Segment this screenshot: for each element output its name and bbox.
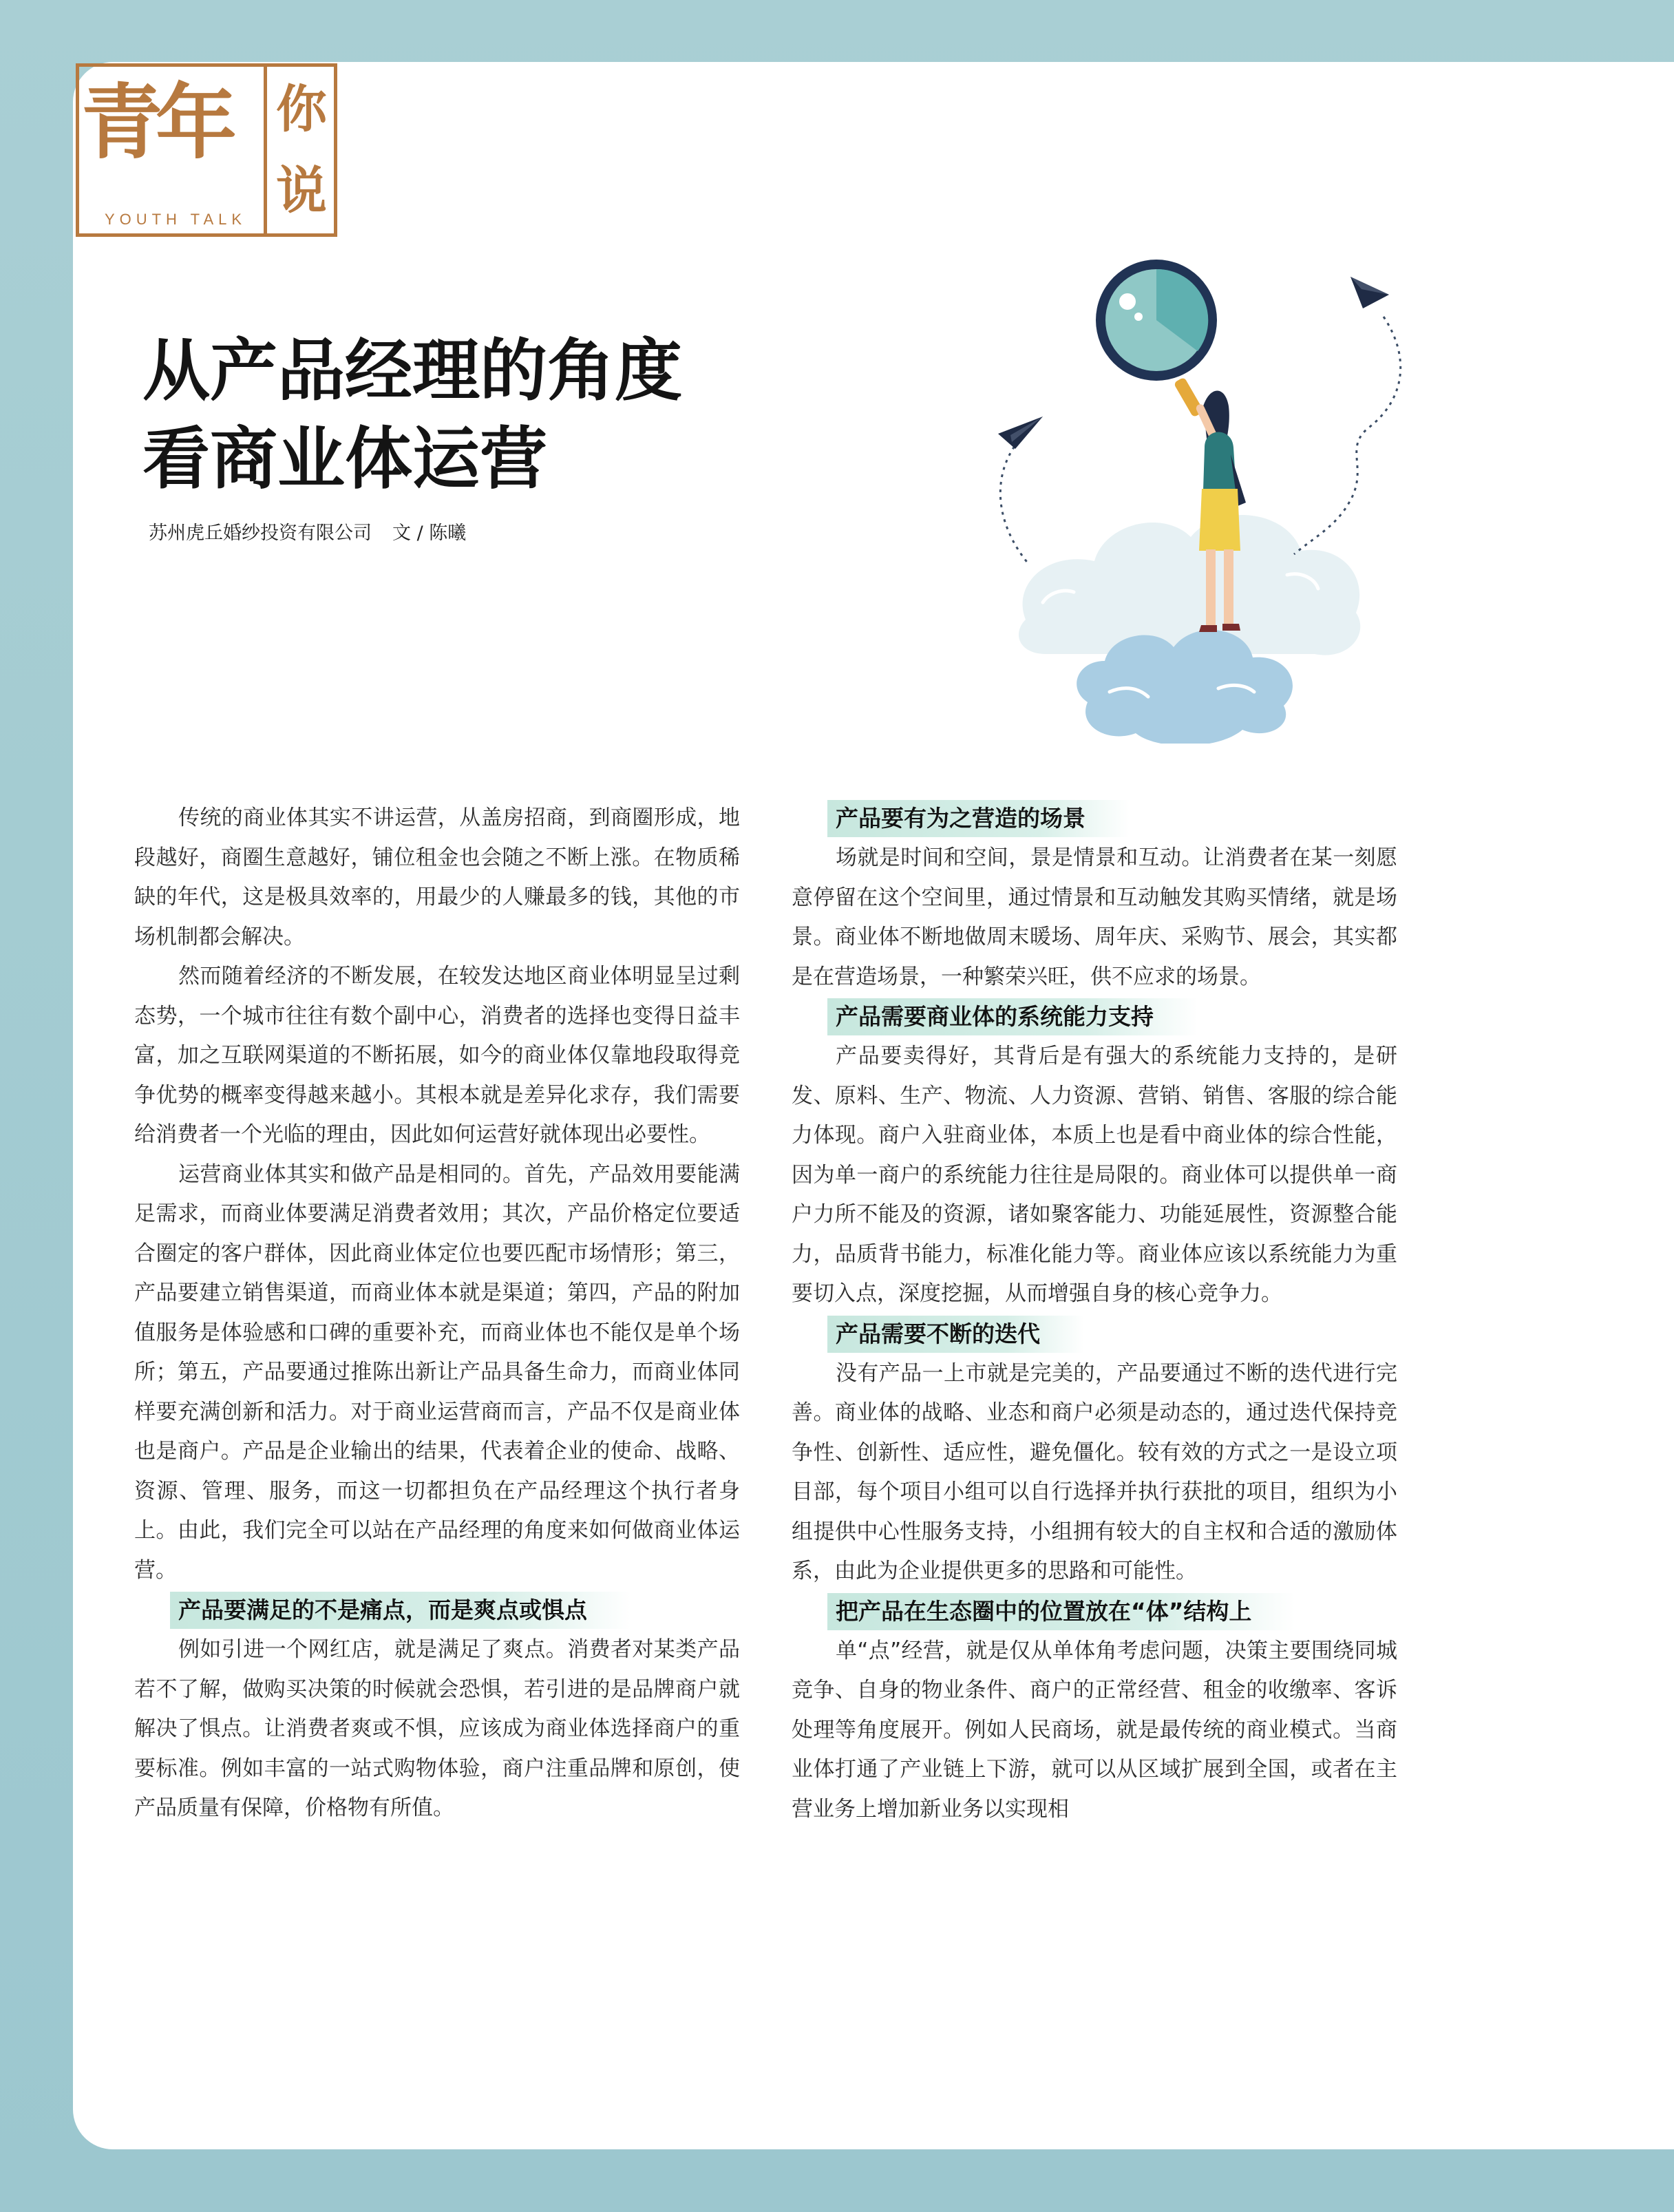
paragraph: 传统的商业体其实不讲运营，从盖房招商，到商圈形成，地段越好，商圈生意越好，铺位租金也会随之不断上涨。在物质稀缺的年代，这是极具效率的，用最少的人赚最多的钱，其他的市场机制都会解决。 bbox=[134, 805, 740, 949]
logo-side-char: 说 bbox=[276, 161, 327, 220]
logo-english: YOUTH TALK bbox=[104, 211, 247, 228]
paragraph: 产品要卖得好，其背后是有强大的系统能力支持的，是研发、原料、生产、物流、人力资源、营销、销售、客服的综合能力体现。商户入驻商业体，本质上也是看中商业体的综合性能，因为单一商户的系统能力往往是局限的。商业体可以提供单一商户力所不能及的资源，诸如聚客能力、功能延展性，资源整合能力，品质背书能力，标准化能力等。商业体应该以系统能力为重要切入点，深度挖掘，从而增强自身的核心竞争力。 bbox=[792, 1044, 1397, 1306]
paragraph: 然而随着经济的不断发展，在较发达地区商业体明显呈过剩态势，一个城市往往有数个副中心，消费者的选择也变得日益丰富，加之互联网渠道的不断拓展，如今的商业体仅靠地段取得竞争优势的概率变得越来越小。其根本就是差异化求存，我们需要给消费者一个光临的理由，因此如何运营好就体现出必要性。 bbox=[134, 964, 740, 1147]
column-logo-title: 青年 bbox=[81, 74, 231, 170]
paragraph: 例如引进一个网红店，就是满足了爽点。消费者对某类产品若不了解，做购买决策的时候就会恐惧，若引进的是品牌商户就解决了惧点。让消费者爽或不惧，应该成为商业体选择商户的重要标准。例如丰富的一站式购物体验，商户注重品牌和原创，使产品质量有保障，价格物有所值。 bbox=[134, 1637, 740, 1820]
byline bbox=[149, 518, 768, 545]
byline-org: 苏州虎丘婚纱投资有限公司 bbox=[149, 523, 372, 544]
section-heading bbox=[792, 1592, 1397, 1632]
title-line: 从产品经理的角度 bbox=[142, 331, 683, 410]
paragraph: 运营商业体其实和做产品是相同的。首先，产品效用要能满足需求，而商业体要满足消费者效用；其次，产品价格定位要适合圈定的客户群体，因此商业体定位也要匹配市场情形；第三，产品要建立销售渠道，而商业体本就是渠道；第四，产品的附加值服务是体验感和口碑的重要补充，而商业体也不能仅是单个场所；第五，产品要通过推陈出新让产品具备生命力，而商业体同样要充满创新和活力。对于商业运营商而言，产品不仅是商业体也是商户。产品是企业输出的结果，代表着企业的使命、战略、资源、管理、服务，而这一切都担负在产品经理这个执行者身上。由此，我们完全可以站在产品经理的角度来如何做商业体运营。 bbox=[134, 1161, 740, 1583]
column-logo-side bbox=[274, 69, 329, 231]
magnifier-woman-illustration bbox=[929, 179, 1411, 744]
logo-side-char: 你 bbox=[276, 80, 327, 139]
right-column bbox=[792, 799, 1397, 1829]
title-line: 看商业体运营 bbox=[142, 419, 548, 498]
paragraph: 单“点”经营，就是仅从单体角考虑问题，决策主要围绕同城竞争、自身的物业条件、商户的正常经营、租金的收缴率、客诉处理等角度展开。例如人民商场，就是最传统的商业模式。当商业体打通了产业链上下游，就可以从区域扩展到全国，或者在主营业务上增加新业务以实现相 bbox=[792, 1638, 1397, 1822]
section-heading bbox=[134, 1590, 740, 1630]
section-heading-text: 产品要满足的不是痛点，而是爽点或惧点 bbox=[170, 1592, 631, 1629]
left-column bbox=[134, 799, 740, 1829]
section-heading bbox=[792, 799, 1397, 839]
section-heading-text: 产品要有为之营造的场景 bbox=[827, 800, 1130, 837]
section-heading-text: 产品需要商业体的系统能力支持 bbox=[827, 998, 1198, 1035]
article-title bbox=[142, 327, 831, 503]
paragraph: 场就是时间和空间，景是情景和互动。让消费者在某一刻愿意停留在这个空间里，通过情景和互动触发其购买情绪，就是场景。商业体不断地做周末暖场、周年庆、采购节、展会，其实都是在营造场景，一种繁荣兴旺，供不应求的场景。 bbox=[792, 845, 1397, 989]
section-heading bbox=[792, 1314, 1397, 1354]
byline-author: 文 / 陈曦 bbox=[392, 523, 467, 544]
paragraph: 没有产品一上市就是完美的，产品要通过不断的迭代进行完善。商业体的战略、业态和商户必须是动态的，通过迭代保持竞争性、创新性、适应性，避免僵化。较有效的方式之一是设立项目部，每个项目小组可以自行选择并执行获批的项目，组织为小组提供中心性服务支持，小组拥有较大的自主权和合适的激励体系，由此为企业提供更多的思路和可能性。 bbox=[792, 1360, 1397, 1583]
section-heading-text: 把产品在生态圈中的位置放在“体”结构上 bbox=[827, 1593, 1295, 1630]
section-heading-text: 产品需要不断的迭代 bbox=[827, 1316, 1084, 1353]
section-heading bbox=[792, 997, 1397, 1037]
